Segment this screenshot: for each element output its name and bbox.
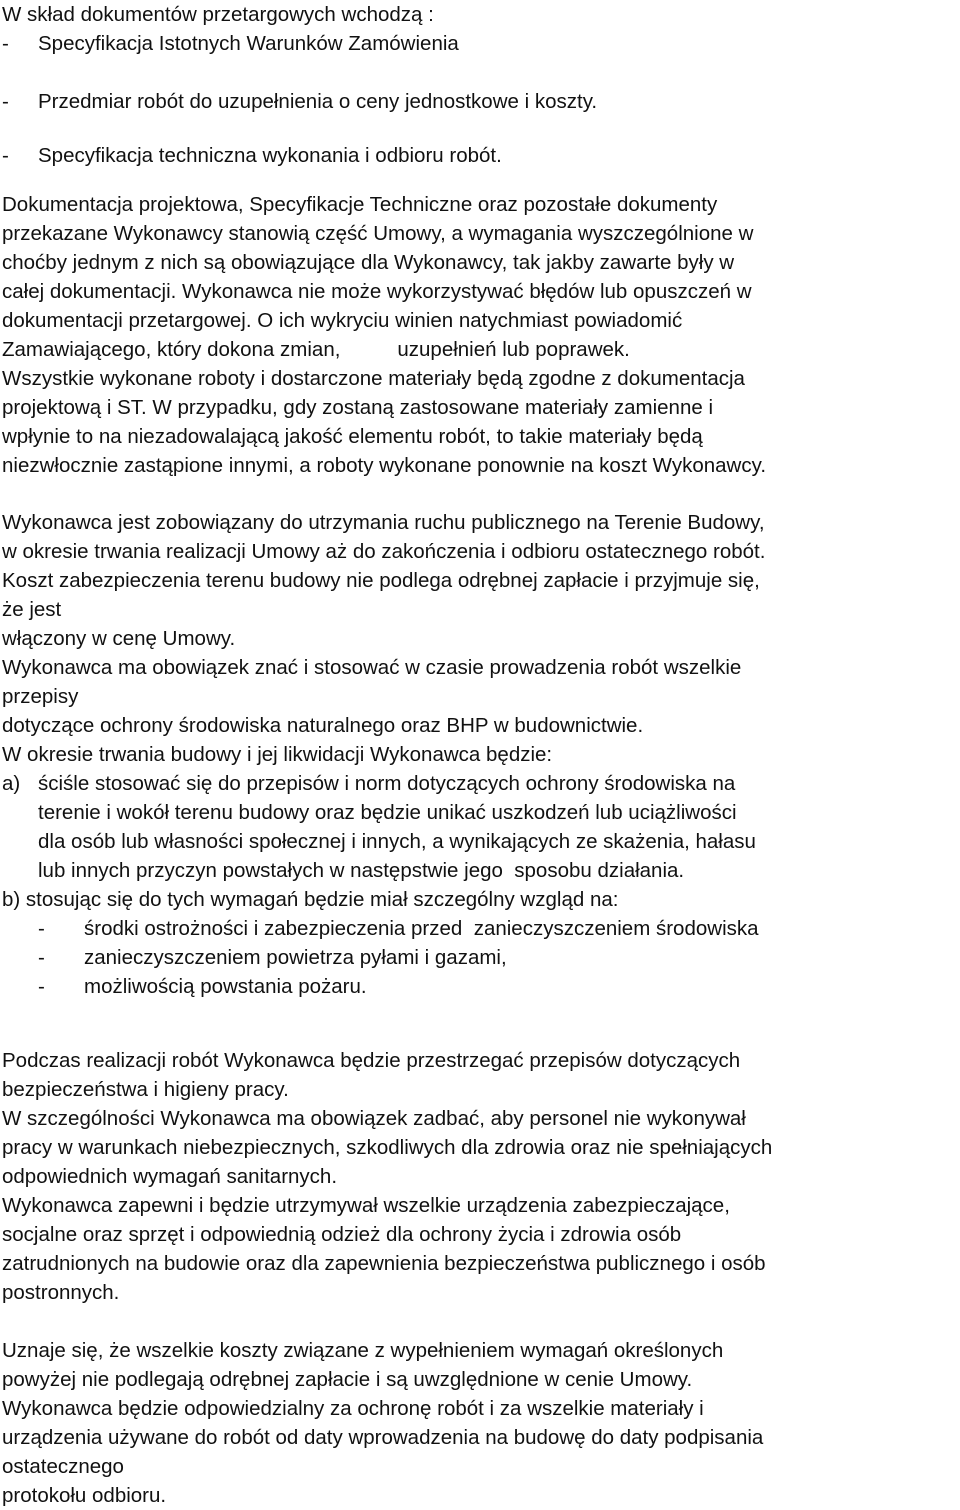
text-line: całej dokumentacji. Wykonawca nie może wykorzystywać błędów lub opuszczeń w	[2, 280, 752, 303]
text-line: Wszystkie wykonane roboty i dostarczone materiały będą zgodne z dokumentacja	[2, 367, 745, 390]
text-line: Wykonawca zapewni i będzie utrzymywał wszelkie urządzenia zabezpieczające,	[2, 1194, 730, 1217]
list-marker: a)	[2, 772, 21, 795]
sub-list-item	[2, 914, 960, 943]
paragraph-safety	[2, 1046, 960, 1307]
text-line: w okresie trwania realizacji Umowy aż do zakończenia i odbioru ostatecznego robót.	[2, 540, 766, 563]
text-line	[2, 769, 960, 798]
text-line: W szczególności Wykonawca ma obowiązek zadbać, aby personel nie wykonywał	[2, 1107, 746, 1130]
intro-list-item	[2, 29, 960, 58]
text-line: bezpieczeństwa i higieny pracy.	[2, 1078, 289, 1101]
list-item-a	[2, 769, 960, 885]
paragraph-traffic-environment	[2, 508, 960, 1001]
sub-list-item	[2, 943, 960, 972]
intro-heading: W skład dokumentów przetargowych wchodzą :	[2, 3, 434, 26]
intro-list-item	[2, 87, 960, 116]
paragraph-costs	[2, 1336, 960, 1510]
dash-marker: -	[38, 975, 45, 998]
dash-marker: -	[38, 946, 45, 969]
list-item-b	[2, 885, 960, 1001]
text-line: b) stosując się do tych wymagań będzie miał szczególny wzgląd na:	[2, 888, 619, 911]
text-line: choćby jednym z nich są obowiązujące dla Wykonawcy, tak jakby zawarte były w	[2, 251, 735, 274]
text-line: socjalne oraz sprzęt i odpowiednią odzież dla ochrony życia i zdrowia osób	[2, 1223, 682, 1246]
sub-list-item	[2, 972, 960, 1001]
text-line: Wykonawca ma obowiązek znać i stosować w czasie prowadzenia robót wszelkie	[2, 656, 742, 679]
text-line: niezwłocznie zastąpione innymi, a roboty wykonane ponownie na koszt Wykonawcy.	[2, 454, 767, 477]
text-line: wpłynie to na niezadowalającą jakość elementu robót, to takie materiały będą	[2, 425, 703, 448]
text-line: protokołu odbioru.	[2, 1484, 167, 1507]
text-line: Dokumentacja projektowa, Specyfikacje Techniczne oraz pozostałe dokumenty	[2, 193, 718, 216]
text-line: Uznaje się, że wszelkie koszty związane z wypełnieniem wymagań określonych	[2, 1339, 724, 1362]
intro-item-text: Przedmiar robót do uzupełnienia o ceny jednostkowe i koszty.	[38, 90, 598, 113]
text-line: Wykonawca będzie odpowiedzialny za ochronę robót i za wszelkie materiały i	[2, 1397, 704, 1420]
text-line: przepisy	[2, 685, 79, 708]
text-line: W okresie trwania budowy i jej likwidacji Wykonawca będzie:	[2, 743, 553, 766]
text-line: urządzenia używane do robót od daty wprowadzenia na budowę do daty podpisania	[2, 1426, 764, 1449]
text-line: dotyczące ochrony środowiska naturalnego oraz BHP w budownictwie.	[2, 714, 644, 737]
sub-item-text: zanieczyszczeniem powietrza pyłami i gazami,	[84, 946, 507, 969]
paragraph-documentation	[2, 190, 960, 480]
sub-item-text: możliwością powstania pożaru.	[84, 975, 367, 998]
text-line: dla osób lub własności społecznej i innych, a wynikających ze skażenia, hałasu	[38, 830, 756, 853]
text-line: projektową i ST. W przypadku, gdy zostaną zastosowane materiały zamienne i	[2, 396, 714, 419]
text-line: zatrudnionych na budowie oraz dla zapewnienia bezpieczeństwa publicznego i osób	[2, 1252, 766, 1275]
text-line: ostatecznego	[2, 1455, 124, 1478]
list-item-text: ściśle stosować się do przepisów i norm dotyczących ochrony środowiska na	[38, 772, 736, 795]
text-line: przekazane Wykonawcy stanowią część Umowy, a wymagania wyszczególnione w	[2, 222, 754, 245]
text-line: że jest	[2, 598, 62, 621]
intro-item-text: Specyfikacja techniczna wykonania i odbioru robót.	[38, 144, 502, 167]
intro-list-item	[2, 141, 960, 170]
text-line: Podczas realizacji robót Wykonawca będzie przestrzegać przepisów dotyczących	[2, 1049, 741, 1072]
text-line: postronnych.	[2, 1281, 120, 1304]
sub-item-text: środki ostrożności i zabezpieczenia przed zanieczyszczeniem środowiska	[84, 917, 759, 940]
text-line: terenie i wokół terenu budowy oraz będzie unikać uszkodzeń lub uciążliwości	[38, 801, 737, 824]
dash-marker: -	[2, 144, 9, 167]
dash-marker: -	[2, 32, 9, 55]
text-line: lub innych przyczyn powstałych w następstwie jego sposobu działania.	[38, 859, 685, 882]
text-line: odpowiednich wymagań sanitarnych.	[2, 1165, 338, 1188]
intro-item-text: Specyfikacja Istotnych Warunków Zamówienia	[38, 32, 459, 55]
dash-marker: -	[38, 917, 45, 940]
text-line: Koszt zabezpieczenia terenu budowy nie podlega odrębnej zapłacie i przyjmuje się,	[2, 569, 760, 592]
text-line: dokumentacji przetargowej. O ich wykryciu winien natychmiast powiadomić	[2, 309, 683, 332]
dash-marker: -	[2, 90, 9, 113]
text-line: Wykonawca jest zobowiązany do utrzymania ruchu publicznego na Terenie Budowy,	[2, 511, 765, 534]
text-line: Zamawiającego, który dokona zmian, uzupełnień lub poprawek.	[2, 338, 630, 361]
text-line: powyżej nie podlegają odrębnej zapłacie i są uwzględnione w cenie Umowy.	[2, 1368, 693, 1391]
text-line: pracy w warunkach niebezpiecznych, szkodliwych dla zdrowia oraz nie spełniających	[2, 1136, 773, 1159]
text-line: włączony w cenę Umowy.	[2, 627, 236, 650]
